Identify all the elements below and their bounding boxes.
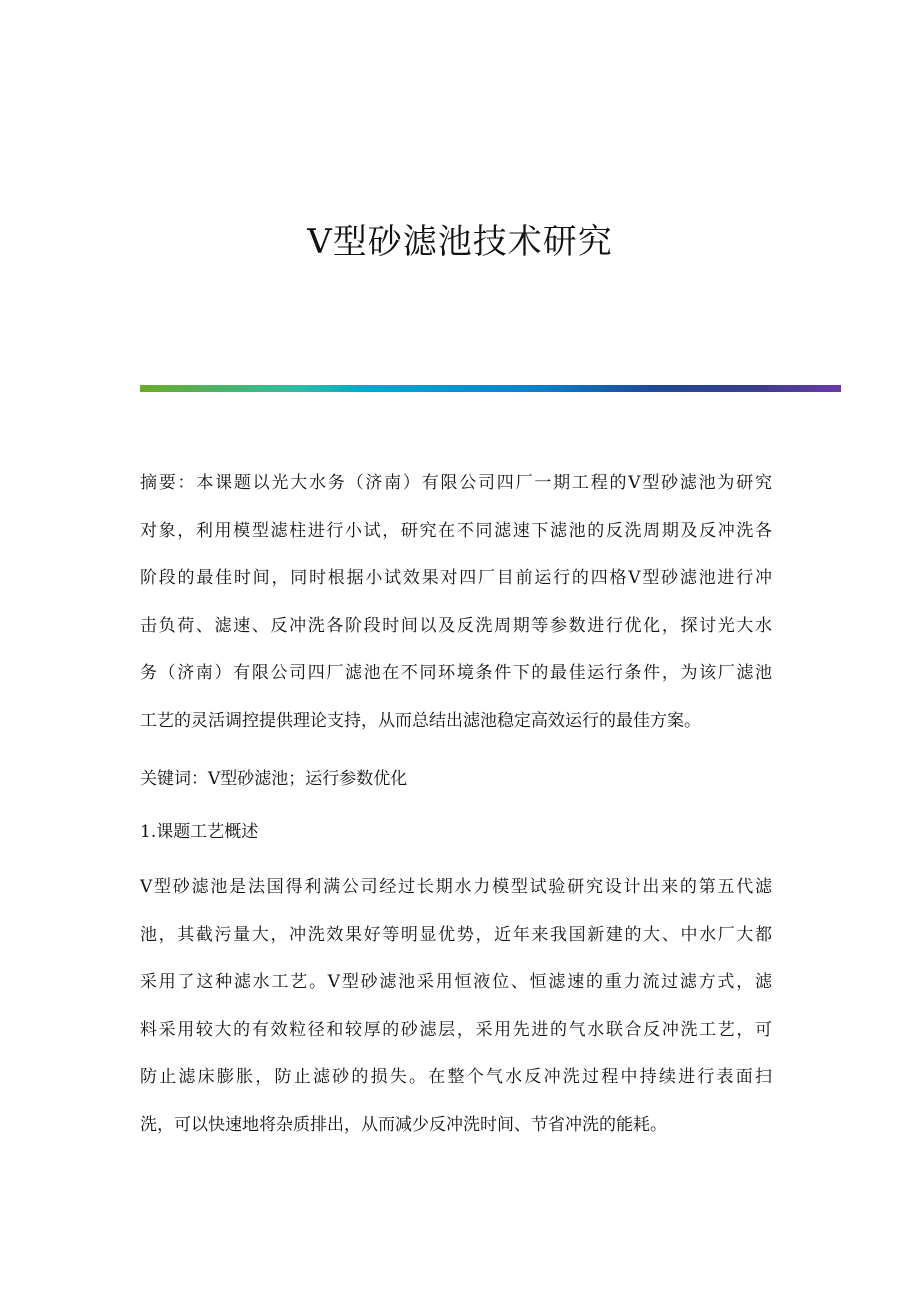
abstract-line: 阶段的最佳时间，同时根据小试效果对四厂目前运行的四格V型砂滤池进行冲 — [140, 568, 772, 588]
abstract-line: 击负荷、滤速、反冲洗各阶段时间以及反洗周期等参数进行优化，探讨光大水 — [140, 616, 772, 636]
abstract-line: 摘要：本课题以光大水务（济南）有限公司四厂一期工程的V型砂滤池为研究 — [140, 473, 772, 493]
paragraph-line: 采用了这种滤水工艺。V型砂滤池采用恒液位、恒滤速的重力流过滤方式，滤 — [140, 972, 772, 992]
document-title: V型砂滤池技术研究 — [307, 222, 613, 262]
paragraph-line: 池，其截污量大，冲洗效果好等明显优势，近年来我国新建的大、中水厂大都 — [140, 925, 772, 945]
keywords: 关键词：V型砂滤池；运行参数优化 — [140, 769, 408, 789]
paragraph-line: 洗，可以快速地将杂质排出，从而减少反冲洗时间、节省冲洗的能耗。 — [140, 1115, 667, 1135]
abstract-line: 工艺的灵活调控提供理论支持，从而总结出滤池稳定高效运行的最佳方案。 — [140, 711, 701, 731]
section-heading: 1.课题工艺概述 — [140, 822, 259, 842]
abstract-line: 对象，利用模型滤柱进行小试，研究在不同滤速下滤池的反洗周期及反冲洗各 — [140, 521, 772, 541]
paragraph-line: 料采用较大的有效粒径和较厚的砂滤层，采用先进的气水联合反冲洗工艺，可 — [140, 1020, 772, 1040]
decorative-gradient-bar — [140, 385, 841, 392]
abstract-line: 务（济南）有限公司四厂滤池在不同环境条件下的最佳运行条件，为该厂滤池 — [140, 663, 772, 683]
paragraph-line: 防止滤床膨胀，防止滤砂的损失。在整个气水反冲洗过程中持续进行表面扫 — [140, 1067, 772, 1087]
paragraph-line: V型砂滤池是法国得利满公司经过长期水力模型试验研究设计出来的第五代滤 — [140, 877, 772, 897]
